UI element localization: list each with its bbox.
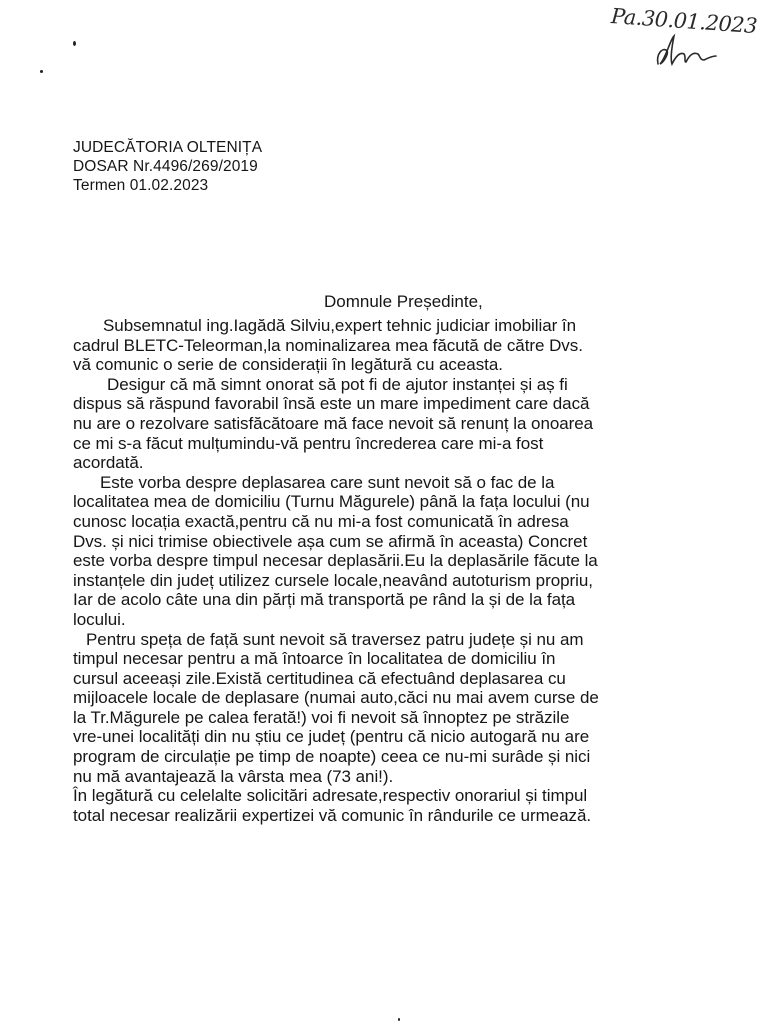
paragraph-line: Subsemnatul ing.Iagădă Silviu,expert tehnic judiciar imobiliar în	[103, 316, 577, 335]
letter-body	[73, 316, 713, 825]
body-paragraph	[73, 630, 713, 787]
paragraph-line: cursul aceeași zile.Există certitudinea că efectuând deplasarea cu	[73, 668, 566, 688]
salutation: Domnule Președinte,	[324, 292, 483, 311]
paragraph-line: localitatea mea de domiciliu (Turnu Măgurele) până la fața locului (nu	[73, 492, 590, 512]
paragraph-line: nu mă avantajează la vârsta mea (73 ani!).	[73, 766, 394, 786]
paragraph-line: Pentru speța de față sunt nevoit să traversez patru județe și nu am	[86, 629, 584, 649]
paragraph-line: la Tr.Măgurele pe calea ferată!) voi fi nevoit să înnoptez pe străzile	[73, 707, 570, 727]
paragraph-line: Este vorba despre deplasarea care sunt nevoit să o fac de la	[100, 472, 555, 492]
document-header	[73, 138, 262, 195]
scan-speck	[40, 70, 43, 73]
body-paragraph	[73, 786, 713, 825]
handwritten-annotation	[610, 4, 758, 74]
body-paragraph	[73, 473, 713, 630]
paragraph-line: acordată.	[73, 453, 144, 473]
paragraph-line: total necesar realizării expertizei vă comunic în rândurile ce urmează.	[73, 805, 592, 825]
paragraph-line: mijloacele locale de deplasare (numai auto,căci nu mai avem curse de	[73, 688, 599, 708]
hearing-term: Termen 01.02.2023	[73, 177, 209, 194]
handwritten-signature	[652, 30, 722, 72]
paragraph-line: vre-unei localități din nu știu ce județ (pentru că nicio autogară nu are	[73, 727, 590, 747]
paragraph-line: ce mi s-a făcut mulțumindu-vă pentru încrederea care mi-a fost	[73, 433, 544, 453]
paragraph-line: locului.	[73, 609, 126, 629]
body-paragraph	[73, 375, 713, 473]
paragraph-line: este vorba despre timpul necesar deplasării.Eu la deplasările făcute la	[73, 551, 598, 571]
paragraph-line: nu are o rezolvare satisfăcătoare mă face nevoit să renunț la onoarea	[73, 413, 594, 433]
paragraph-line: instanțele din județ utilizez cursele locale,neavând autoturism propriu,	[73, 570, 593, 590]
paragraph-line: cadrul BLETC-Teleorman,la nominalizarea mea făcută de către Dvs.	[73, 335, 583, 355]
paragraph-line: Dvs. și nici trimise obiectivele așa cum se afirmă în aceasta) Concret	[73, 531, 588, 551]
paragraph-line: vă comunic o serie de considerații în legătură cu aceasta.	[73, 355, 503, 375]
paragraph-line: cunosc locația exactă,pentru că nu mi-a fost comunicată în adresa	[73, 511, 569, 531]
scan-speck	[398, 1018, 400, 1021]
scan-speck	[73, 41, 76, 46]
paragraph-line: Iar de acolo câte una din părți mă transportă pe rând la și de la fața	[73, 590, 576, 610]
paragraph-line: În legătură cu celelalte solicitări adresate,respectiv onorariul și timpul	[73, 786, 588, 806]
handwritten-date: Pa.30.01.2023	[610, 4, 758, 39]
court-name: JUDECĂTORIA OLTENIȚA	[73, 139, 263, 156]
paragraph-line: dispus să răspund favorabil însă este un mare impediment care dacă	[73, 394, 590, 414]
case-number: DOSAR Nr.4496/269/2019	[73, 158, 258, 175]
body-paragraph	[73, 316, 713, 375]
paragraph-line: timpul necesar pentru a mă întoarce în localitatea de domiciliu în	[73, 649, 556, 669]
paragraph-line: program de circulație pe timp de noapte) ceea ce nu-mi surâde și nici	[73, 747, 591, 767]
paragraph-line: Desigur că mă simnt onorat să pot fi de ajutor instanței și aș fi	[107, 374, 568, 394]
